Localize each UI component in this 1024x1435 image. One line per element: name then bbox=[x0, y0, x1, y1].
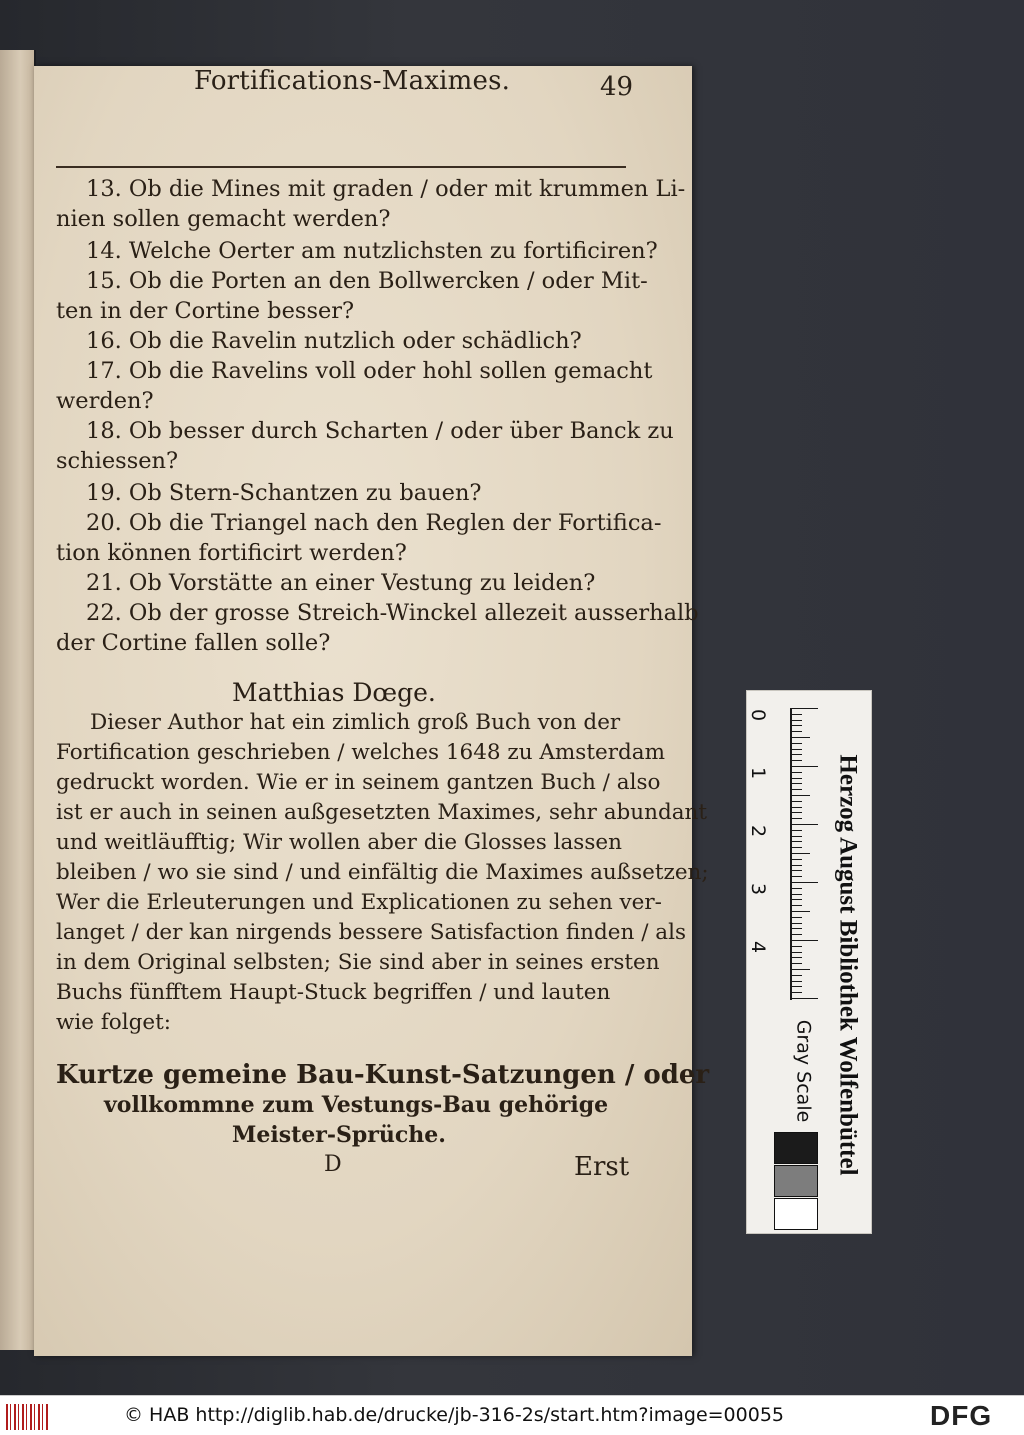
ruler-tick bbox=[792, 923, 802, 924]
paragraph-line: langet / der kan nirgends bessere Satisfaction finden / als bbox=[56, 920, 686, 945]
title-line: vollkommne zum Vestungs-Bau gehörige bbox=[104, 1092, 609, 1118]
ruler-tick bbox=[792, 754, 802, 755]
paragraph-line: Fortification geschrieben / welches 1648 zu Amsterdam bbox=[56, 740, 665, 765]
question-line: schiessen? bbox=[56, 448, 179, 474]
dfg-logo: DFG bbox=[930, 1400, 993, 1431]
header-rule bbox=[56, 166, 626, 168]
ruler-tick bbox=[792, 998, 818, 999]
question-line: nien sollen gemacht werden? bbox=[56, 206, 391, 232]
ruler-tick bbox=[792, 737, 810, 738]
question-line: 17. Ob die Ravelins voll oder hohl sollen gemacht bbox=[86, 358, 653, 384]
ruler-tick bbox=[792, 963, 802, 964]
ruler-tick bbox=[792, 894, 802, 895]
ruler-tick bbox=[792, 725, 802, 726]
ruler-number: 0 bbox=[747, 708, 769, 722]
previous-page-edge bbox=[0, 50, 36, 1350]
ruler-tick bbox=[792, 969, 810, 970]
ruler-tick bbox=[792, 795, 810, 796]
ruler-tick bbox=[792, 888, 802, 889]
ruler-number: 2 bbox=[747, 824, 769, 838]
question-line: 16. Ob die Ravelin nutzlich oder schädlich? bbox=[86, 328, 582, 354]
ruler-tick bbox=[792, 760, 802, 761]
page-number: 49 bbox=[600, 72, 634, 102]
ruler-tick bbox=[792, 905, 802, 906]
ruler-tick bbox=[792, 743, 802, 744]
ruler-tick bbox=[792, 766, 818, 767]
ruler-tick bbox=[792, 812, 802, 813]
paragraph-line: in dem Original selbsten; Sie sind aber in seines ersten bbox=[56, 950, 660, 975]
barcode-icon bbox=[6, 1404, 48, 1430]
signature-mark: D bbox=[324, 1152, 342, 1177]
paragraph-line: Wer die Erleuterungen und Explicationen zu sehen ver- bbox=[56, 890, 662, 915]
ruler-tick bbox=[792, 830, 802, 831]
ruler-tick bbox=[792, 882, 818, 883]
institution-label: Herzog August Bibliothek Wolfenbüttel bbox=[835, 754, 863, 1176]
question-line: tion können fortificirt werden? bbox=[56, 540, 407, 566]
ruler-tick bbox=[792, 952, 802, 953]
centimeter-ruler bbox=[790, 708, 820, 1000]
ruler-tick bbox=[792, 708, 818, 709]
paragraph-line: bleiben / wo sie sind / und einfältig die Maximes außsetzen; bbox=[56, 860, 709, 885]
ruler-tick bbox=[792, 911, 810, 912]
ruler-tick bbox=[792, 870, 802, 871]
catchword: Erst bbox=[574, 1152, 630, 1182]
footer-bar bbox=[0, 1395, 1024, 1435]
gray-scale-label: Gray Scale bbox=[792, 1019, 814, 1123]
question-line: der Cortine fallen solle? bbox=[56, 630, 331, 656]
ruler-tick bbox=[792, 917, 802, 918]
question-line: 14. Welche Oerter am nutzlichsten zu fortificiren? bbox=[86, 238, 658, 264]
paragraph-line: Buchs fünfftem Haupt-Stuck begriffen / und lauten bbox=[56, 980, 611, 1005]
paragraph-line: wie folget: bbox=[56, 1010, 171, 1035]
ruler-tick bbox=[792, 853, 810, 854]
ruler-tick bbox=[792, 783, 802, 784]
ruler-tick bbox=[792, 940, 818, 941]
ruler-number: 4 bbox=[747, 940, 769, 954]
ruler-tick bbox=[792, 876, 802, 877]
ruler-tick bbox=[792, 859, 802, 860]
paragraph-line: ist er auch in seinen außgesetzten Maximes, sehr abundant bbox=[56, 800, 708, 825]
ruler-tick bbox=[792, 957, 802, 958]
title-line: Kurtze gemeine Bau-Kunst-Satzungen / oder bbox=[56, 1060, 710, 1090]
ruler-tick bbox=[792, 975, 802, 976]
ruler-tick bbox=[792, 801, 802, 802]
question-line: werden? bbox=[56, 388, 154, 414]
ruler-tick bbox=[792, 778, 802, 779]
copyright-link[interactable]: © HAB http://diglib.hab.de/drucke/jb-316-2s/start.htm?image=00055 bbox=[124, 1404, 784, 1426]
question-line: 21. Ob Vorstätte an einer Vestung zu leiden? bbox=[86, 570, 596, 596]
ruler-tick bbox=[792, 992, 802, 993]
ruler-number: 3 bbox=[747, 882, 769, 896]
question-line: 15. Ob die Porten an den Bollwercken / oder Mit- bbox=[86, 268, 648, 294]
paragraph-line: und weitläufftig; Wir wollen aber die Glosses lassen bbox=[56, 830, 622, 855]
question-line: 13. Ob die Mines mit graden / oder mit krummen Li- bbox=[86, 176, 686, 202]
ruler-tick bbox=[792, 928, 802, 929]
ruler-tick bbox=[792, 865, 802, 866]
gray-swatch bbox=[774, 1132, 818, 1164]
ruler-tick bbox=[792, 841, 802, 842]
ruler-tick bbox=[792, 847, 802, 848]
section-heading: Matthias Dœge. bbox=[232, 678, 436, 707]
ruler-tick bbox=[792, 720, 802, 721]
gray-swatch bbox=[774, 1198, 818, 1230]
running-title: Fortifications-Maximes. bbox=[194, 66, 511, 96]
ruler-tick bbox=[792, 789, 802, 790]
ruler-number: 1 bbox=[747, 766, 769, 780]
paragraph-line: gedruckt worden. Wie er in seinem gantzen Buch / also bbox=[56, 770, 661, 795]
ruler-tick bbox=[792, 934, 802, 935]
ruler-tick bbox=[792, 807, 802, 808]
paragraph-line: Dieser Author hat ein zimlich groß Buch von der bbox=[90, 710, 621, 735]
ruler-tick bbox=[792, 731, 802, 732]
ruler-tick bbox=[792, 981, 802, 982]
gray-swatch bbox=[774, 1165, 818, 1197]
question-line: ten in der Cortine besser? bbox=[56, 298, 355, 324]
ruler-tick bbox=[792, 772, 802, 773]
question-line: 19. Ob Stern-Schantzen zu bauen? bbox=[86, 480, 482, 506]
ruler-tick bbox=[792, 818, 802, 819]
ruler-tick bbox=[792, 899, 802, 900]
question-line: 18. Ob besser durch Scharten / oder über Banck zu bbox=[86, 418, 674, 444]
page-header bbox=[160, 66, 660, 106]
ruler-tick bbox=[792, 946, 802, 947]
ruler-tick bbox=[792, 714, 802, 715]
ruler-tick bbox=[792, 836, 802, 837]
title-line: Meister-Sprüche. bbox=[232, 1122, 446, 1148]
ruler-tick bbox=[792, 824, 818, 825]
ruler-tick bbox=[792, 986, 802, 987]
question-line: 20. Ob die Triangel nach den Reglen der Fortifica- bbox=[86, 510, 662, 536]
ruler-tick bbox=[792, 749, 802, 750]
question-line: 22. Ob der grosse Streich-Winckel allezeit ausserhalb bbox=[86, 600, 699, 626]
